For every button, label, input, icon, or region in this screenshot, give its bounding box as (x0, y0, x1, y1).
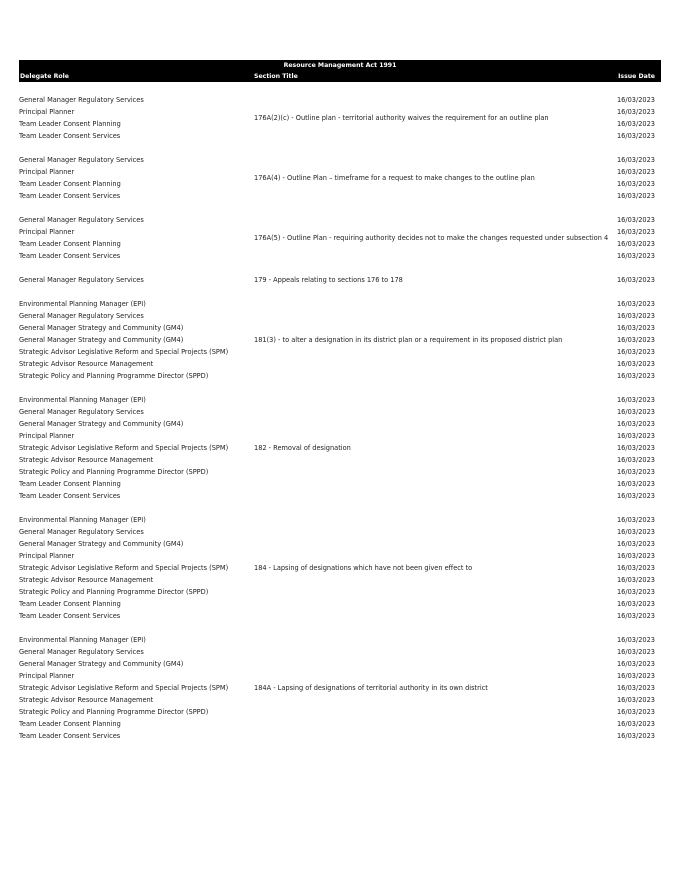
act-title-banner: Resource Management Act 1991 (19, 60, 661, 71)
section-title: 176A(2)(c) - Outline plan - territorial authority waives the requirement for an outline plan (254, 114, 549, 122)
delegate-role: Strategic Advisor Legislative Reform and Special Projects (SPM) (19, 444, 229, 452)
issue-date: 16/03/2023 (616, 348, 655, 356)
issue-date: 16/03/2023 (616, 156, 655, 164)
issue-date-list (617, 274, 655, 286)
delegate-role-list (19, 298, 254, 382)
delegate-role: Strategic Policy and Planning Programme Director (SPPD) (19, 468, 209, 476)
delegate-role: General Manager Strategy and Community (GM4) (19, 420, 184, 428)
section-title: 184 - Lapsing of designations which have not been given effect to (254, 564, 473, 572)
delegate-role: Team Leader Consent Services (19, 192, 121, 200)
delegate-role: Principal Planner (19, 552, 75, 560)
delegate-role: General Manager Regulatory Services (19, 528, 144, 536)
delegation-group (19, 274, 661, 286)
issue-date: 16/03/2023 (616, 372, 655, 380)
issue-date: 16/03/2023 (616, 324, 655, 332)
issue-date: 16/03/2023 (616, 228, 655, 236)
issue-date: 16/03/2023 (616, 684, 655, 692)
issue-date: 16/03/2023 (616, 432, 655, 440)
delegate-role: Strategic Policy and Planning Programme Director (SPPD) (19, 372, 209, 380)
issue-date-list (617, 298, 655, 382)
issue-date: 16/03/2023 (616, 312, 655, 320)
delegate-role-list (19, 274, 254, 286)
delegate-role: Team Leader Consent Planning (19, 180, 121, 188)
delegate-role: General Manager Strategy and Community (GM4) (19, 540, 184, 548)
issue-date: 16/03/2023 (616, 132, 655, 140)
delegate-role-list (19, 94, 254, 142)
delegate-role: Team Leader Consent Planning (19, 480, 121, 488)
delegate-role: Principal Planner (19, 432, 75, 440)
section-title: 176A(4) - Outline Plan – timeframe for a request to make changes to the outline plan (254, 174, 535, 182)
delegation-group (19, 394, 661, 502)
issue-date-list (617, 214, 655, 262)
delegate-role: Principal Planner (19, 672, 75, 680)
header-delegate-role: Delegate Role (20, 73, 69, 80)
delegation-table-body (19, 94, 661, 754)
issue-date: 16/03/2023 (616, 480, 655, 488)
delegate-role: General Manager Strategy and Community (GM4) (19, 660, 184, 668)
delegation-group (19, 94, 661, 142)
delegate-role: General Manager Regulatory Services (19, 312, 144, 320)
issue-date-list (617, 394, 655, 502)
issue-date: 16/03/2023 (616, 612, 655, 620)
delegate-role: Team Leader Consent Services (19, 612, 121, 620)
issue-date: 16/03/2023 (616, 708, 655, 716)
delegate-role: Strategic Policy and Planning Programme Director (SPPD) (19, 708, 209, 716)
delegation-group (19, 514, 661, 622)
delegate-role: General Manager Regulatory Services (19, 276, 144, 284)
delegation-group (19, 634, 661, 742)
issue-date: 16/03/2023 (616, 732, 655, 740)
issue-date: 16/03/2023 (616, 636, 655, 644)
issue-date-list (617, 94, 655, 142)
delegate-role-list (19, 214, 254, 262)
delegate-role: Principal Planner (19, 228, 75, 236)
section-title: 179 - Appeals relating to sections 176 to 178 (254, 276, 403, 284)
issue-date: 16/03/2023 (616, 240, 655, 248)
issue-date: 16/03/2023 (616, 360, 655, 368)
issue-date: 16/03/2023 (616, 516, 655, 524)
issue-date: 16/03/2023 (616, 720, 655, 728)
delegate-role: Strategic Policy and Planning Programme Director (SPPD) (19, 588, 209, 596)
delegate-role: Environmental Planning Manager (EPI) (19, 396, 146, 404)
delegate-role-list (19, 394, 254, 502)
delegate-role: General Manager Regulatory Services (19, 408, 144, 416)
delegate-role: Environmental Planning Manager (EPI) (19, 300, 146, 308)
delegate-role: General Manager Regulatory Services (19, 156, 144, 164)
delegate-role: Team Leader Consent Planning (19, 600, 121, 608)
delegate-role-list (19, 154, 254, 202)
delegate-role: Team Leader Consent Planning (19, 120, 121, 128)
section-title: 181(3) - to alter a designation in its district plan or a requirement in its proposed district plan (254, 336, 563, 344)
issue-date: 16/03/2023 (616, 408, 655, 416)
header-section-title: Section Title (254, 73, 298, 80)
delegate-role: Team Leader Consent Services (19, 732, 121, 740)
delegate-role-list (19, 514, 254, 622)
delegate-role: Principal Planner (19, 168, 75, 176)
delegate-role: Team Leader Consent Planning (19, 720, 121, 728)
issue-date: 16/03/2023 (616, 588, 655, 596)
issue-date: 16/03/2023 (616, 528, 655, 536)
delegate-role: Environmental Planning Manager (EPI) (19, 516, 146, 524)
issue-date: 16/03/2023 (616, 300, 655, 308)
delegation-group (19, 154, 661, 202)
delegate-role: General Manager Strategy and Community (GM4) (19, 324, 184, 332)
issue-date: 16/03/2023 (616, 216, 655, 224)
delegate-role: General Manager Regulatory Services (19, 216, 144, 224)
issue-date: 16/03/2023 (616, 96, 655, 104)
issue-date-list (617, 514, 655, 622)
delegate-role: General Manager Regulatory Services (19, 648, 144, 656)
issue-date: 16/03/2023 (616, 648, 655, 656)
issue-date: 16/03/2023 (616, 444, 655, 452)
section-title: 184A - Lapsing of designations of territorial authority in its own district (254, 684, 488, 692)
delegate-role: Strategic Advisor Resource Management (19, 576, 154, 584)
issue-date: 16/03/2023 (616, 168, 655, 176)
issue-date-list (617, 154, 655, 202)
delegate-role: Team Leader Consent Services (19, 132, 121, 140)
issue-date: 16/03/2023 (616, 420, 655, 428)
delegate-role-list (19, 634, 254, 742)
issue-date: 16/03/2023 (616, 576, 655, 584)
issue-date: 16/03/2023 (616, 600, 655, 608)
issue-date: 16/03/2023 (616, 192, 655, 200)
header-issue-date: Issue Date (618, 73, 655, 80)
issue-date: 16/03/2023 (616, 456, 655, 464)
delegate-role: Team Leader Consent Services (19, 252, 121, 260)
delegate-role: Principal Planner (19, 108, 75, 116)
table-header (19, 71, 661, 82)
section-title: 182 - Removal of designation (254, 444, 351, 452)
delegate-role: Strategic Advisor Legislative Reform and Special Projects (SPM) (19, 564, 229, 572)
issue-date: 16/03/2023 (616, 108, 655, 116)
issue-date: 16/03/2023 (616, 276, 655, 284)
issue-date: 16/03/2023 (616, 696, 655, 704)
delegate-role: Strategic Advisor Resource Management (19, 456, 154, 464)
issue-date: 16/03/2023 (616, 180, 655, 188)
delegate-role: Team Leader Consent Planning (19, 240, 121, 248)
delegate-role: Strategic Advisor Legislative Reform and Special Projects (SPM) (19, 348, 229, 356)
delegate-role: General Manager Regulatory Services (19, 96, 144, 104)
section-title: 176A(5) - Outline Plan - requiring authority decides not to make the changes requested under subsection 4 (254, 234, 609, 242)
issue-date: 16/03/2023 (616, 396, 655, 404)
issue-date: 16/03/2023 (616, 564, 655, 572)
issue-date: 16/03/2023 (616, 252, 655, 260)
delegation-group (19, 214, 661, 262)
delegate-role: Strategic Advisor Legislative Reform and Special Projects (SPM) (19, 684, 229, 692)
issue-date: 16/03/2023 (616, 336, 655, 344)
delegate-role: Environmental Planning Manager (EPI) (19, 636, 146, 644)
delegate-role: Strategic Advisor Resource Management (19, 360, 154, 368)
issue-date-list (617, 634, 655, 742)
delegate-role: Strategic Advisor Resource Management (19, 696, 154, 704)
issue-date: 16/03/2023 (616, 492, 655, 500)
delegation-group (19, 298, 661, 382)
issue-date: 16/03/2023 (616, 120, 655, 128)
issue-date: 16/03/2023 (616, 552, 655, 560)
delegate-role: General Manager Strategy and Community (GM4) (19, 336, 184, 344)
document-page (19, 60, 661, 740)
issue-date: 16/03/2023 (616, 660, 655, 668)
issue-date: 16/03/2023 (616, 540, 655, 548)
delegate-role: Team Leader Consent Services (19, 492, 121, 500)
issue-date: 16/03/2023 (616, 468, 655, 476)
issue-date: 16/03/2023 (616, 672, 655, 680)
